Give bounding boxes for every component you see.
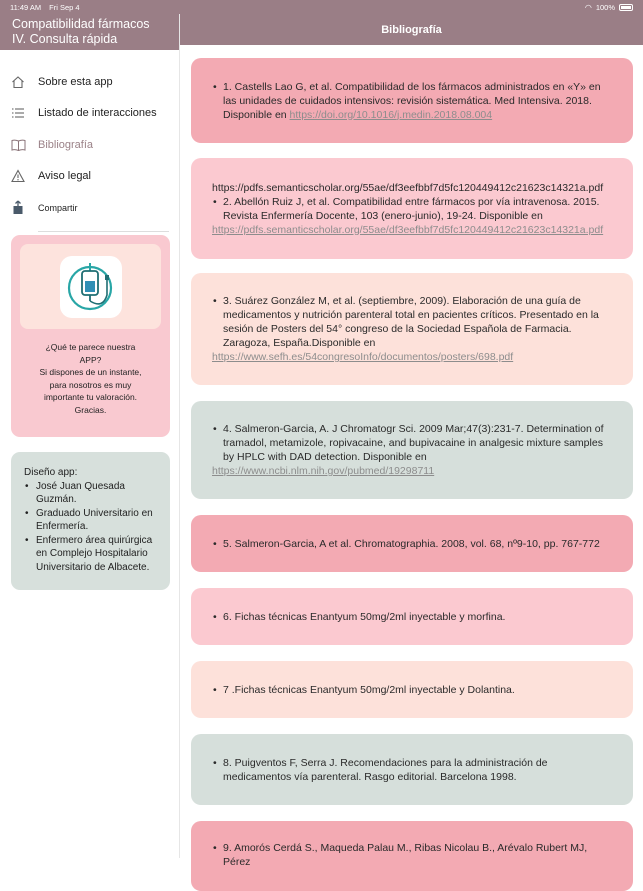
reference-url: https://pdfs.semanticscholar.org/55ae/df3eefbbf7d5fc120449412c21623c14321a.pdf xyxy=(212,181,604,194)
page-title: Bibliografía xyxy=(381,23,442,36)
menu-divider xyxy=(38,231,169,232)
bibliography-list xyxy=(180,45,643,868)
reference-text xyxy=(212,195,613,223)
home-icon xyxy=(10,74,26,90)
status-time: 11:49 AM xyxy=(10,2,42,12)
reference-card xyxy=(191,515,633,572)
reference-body: 1. Castells Lao G, et al. Compatibilidad de los fármacos administrados en «Y» en las unidades de cuidados intensivos: revisión sistemática. Med Intensiva. 2018. Disponible en xyxy=(223,80,601,121)
sidebar-header xyxy=(0,14,179,50)
battery-percent: 100% xyxy=(595,2,615,12)
warning-icon xyxy=(10,168,26,184)
rate-app-text xyxy=(19,341,162,416)
sidebar-item-label: Aviso legal xyxy=(38,170,91,183)
sidebar-item-legal[interactable] xyxy=(0,161,179,193)
wifi-icon: ◠ xyxy=(584,2,592,12)
rate-line: ¿Qué te parece nuestra xyxy=(45,342,136,352)
list-icon xyxy=(10,105,26,121)
reference-link[interactable]: https://doi.org/10.1016/j.medin.2018.08.004 xyxy=(289,108,493,121)
reference-card xyxy=(191,661,633,718)
reference-body: 2. Abellón Ruiz J, et al. Compatibilidad entre fármacos por vía intravenosa. 2015. Revista Enfermería Docente, 103 (enero-junio), 19-24. Disponible en xyxy=(223,195,600,222)
reference-card xyxy=(191,273,633,385)
status-bar xyxy=(0,0,643,14)
rate-app-card[interactable] xyxy=(11,235,170,437)
reference-body: 3. Suárez González M, et al. (septiembre, 2009). Elaboración de una guía de medicamentos y nutrición parenteral total en pacientes críticos. Presentado en la sesión de Posters del 54° congreso de la Sociedad Española de Farmacia. Zaragoza, España.Disponible en xyxy=(223,295,599,349)
reference-text: • 8. Puigventos F, Serra J. Recomendaciones para la administración de medicamentos vía parenteral. Rasgo editorial. Barcelona 1998. xyxy=(212,756,613,784)
credits-card xyxy=(11,452,170,590)
reference-text: • 6. Fichas técnicas Enantyum 50mg/2ml inyectable y morfina. xyxy=(212,610,613,624)
credits-item: • Graduado Universitario en Enfermería. xyxy=(24,507,160,534)
reference-text xyxy=(212,294,613,350)
sidebar-item-about[interactable] xyxy=(0,66,179,98)
reference-card xyxy=(191,734,633,805)
sidebar-item-label: Compartir xyxy=(38,202,78,213)
book-icon xyxy=(10,137,26,153)
sidebar-item-label: Bibliografía xyxy=(38,138,94,151)
battery-icon xyxy=(619,4,633,11)
status-right xyxy=(585,3,633,12)
reference-text xyxy=(212,80,613,122)
rate-line: importante tu valoración. xyxy=(43,392,138,402)
reference-card xyxy=(191,58,633,143)
status-date: Fri Sep 4 xyxy=(49,2,80,12)
reference-body: 4. Salmeron-Garcia, A. J Chromatogr Sci. 2009 Mar;47(3):231-7. Determination of tramadol, metamizole, ropivacaine, and bupivacaine in analgesic mixture samples by HPLC with DAD detection. Disponible en xyxy=(223,423,604,463)
reference-card xyxy=(191,588,633,645)
sidebar-menu xyxy=(0,66,179,232)
sidebar-item-interactions[interactable] xyxy=(0,98,179,130)
reference-text: • 9. Amorós Cerdá S., Maqueda Palau M., Ribas Nicolau B., Arévalo Rubert MJ, Pérez xyxy=(212,841,613,869)
app-title-line2: IV. Consulta rápida xyxy=(12,32,118,46)
reference-card xyxy=(191,158,633,259)
rate-line: Si dispones de un instante, xyxy=(39,367,142,377)
rate-line: APP? xyxy=(79,354,102,365)
credits-item: • José Juan Quesada Guzmán. xyxy=(24,480,160,507)
sidebar-item-bibliography[interactable] xyxy=(0,129,179,161)
credits-heading: Diseño app: xyxy=(24,467,78,478)
sidebar-item-label: Sobre esta app xyxy=(38,75,113,88)
reference-text xyxy=(212,422,613,464)
app-logo-box xyxy=(20,244,161,329)
reference-link[interactable]: https://www.ncbi.nlm.nih.gov/pubmed/19298711 xyxy=(212,465,435,477)
app-title-line1: Compatibilidad fármacos xyxy=(12,17,150,31)
rate-line: para nosotros es muy xyxy=(49,379,132,390)
credits-item: • Enfermero área quirúrgica en Complejo Hospitalario Universitario de Albacete. xyxy=(24,534,160,575)
reference-link[interactable]: https://www.sefh.es/54congresoInfo/documentos/posters/698.pdf xyxy=(212,351,514,363)
rate-line: Gracias. xyxy=(74,404,107,415)
sidebar-item-label: Listado de interacciones xyxy=(38,107,157,120)
reference-link[interactable]: https://pdfs.semanticscholar.org/55ae/df3eefbbf7d5fc120449412c21623c14321a.pdf xyxy=(212,223,604,236)
reference-card xyxy=(191,821,633,891)
reference-text: • 7 .Fichas técnicas Enantyum 50mg/2ml inyectable y Dolantina. xyxy=(212,683,613,697)
sidebar-item-share[interactable] xyxy=(0,192,179,224)
reference-card xyxy=(191,401,633,499)
reference-text: • 5. Salmeron-Garcia, A et al. Chromatographia. 2008, vol. 68, nº9-10, pp. 767-772 xyxy=(212,537,613,551)
share-icon xyxy=(10,200,26,216)
credits-list xyxy=(24,480,160,575)
iv-bag-icon xyxy=(60,256,122,318)
